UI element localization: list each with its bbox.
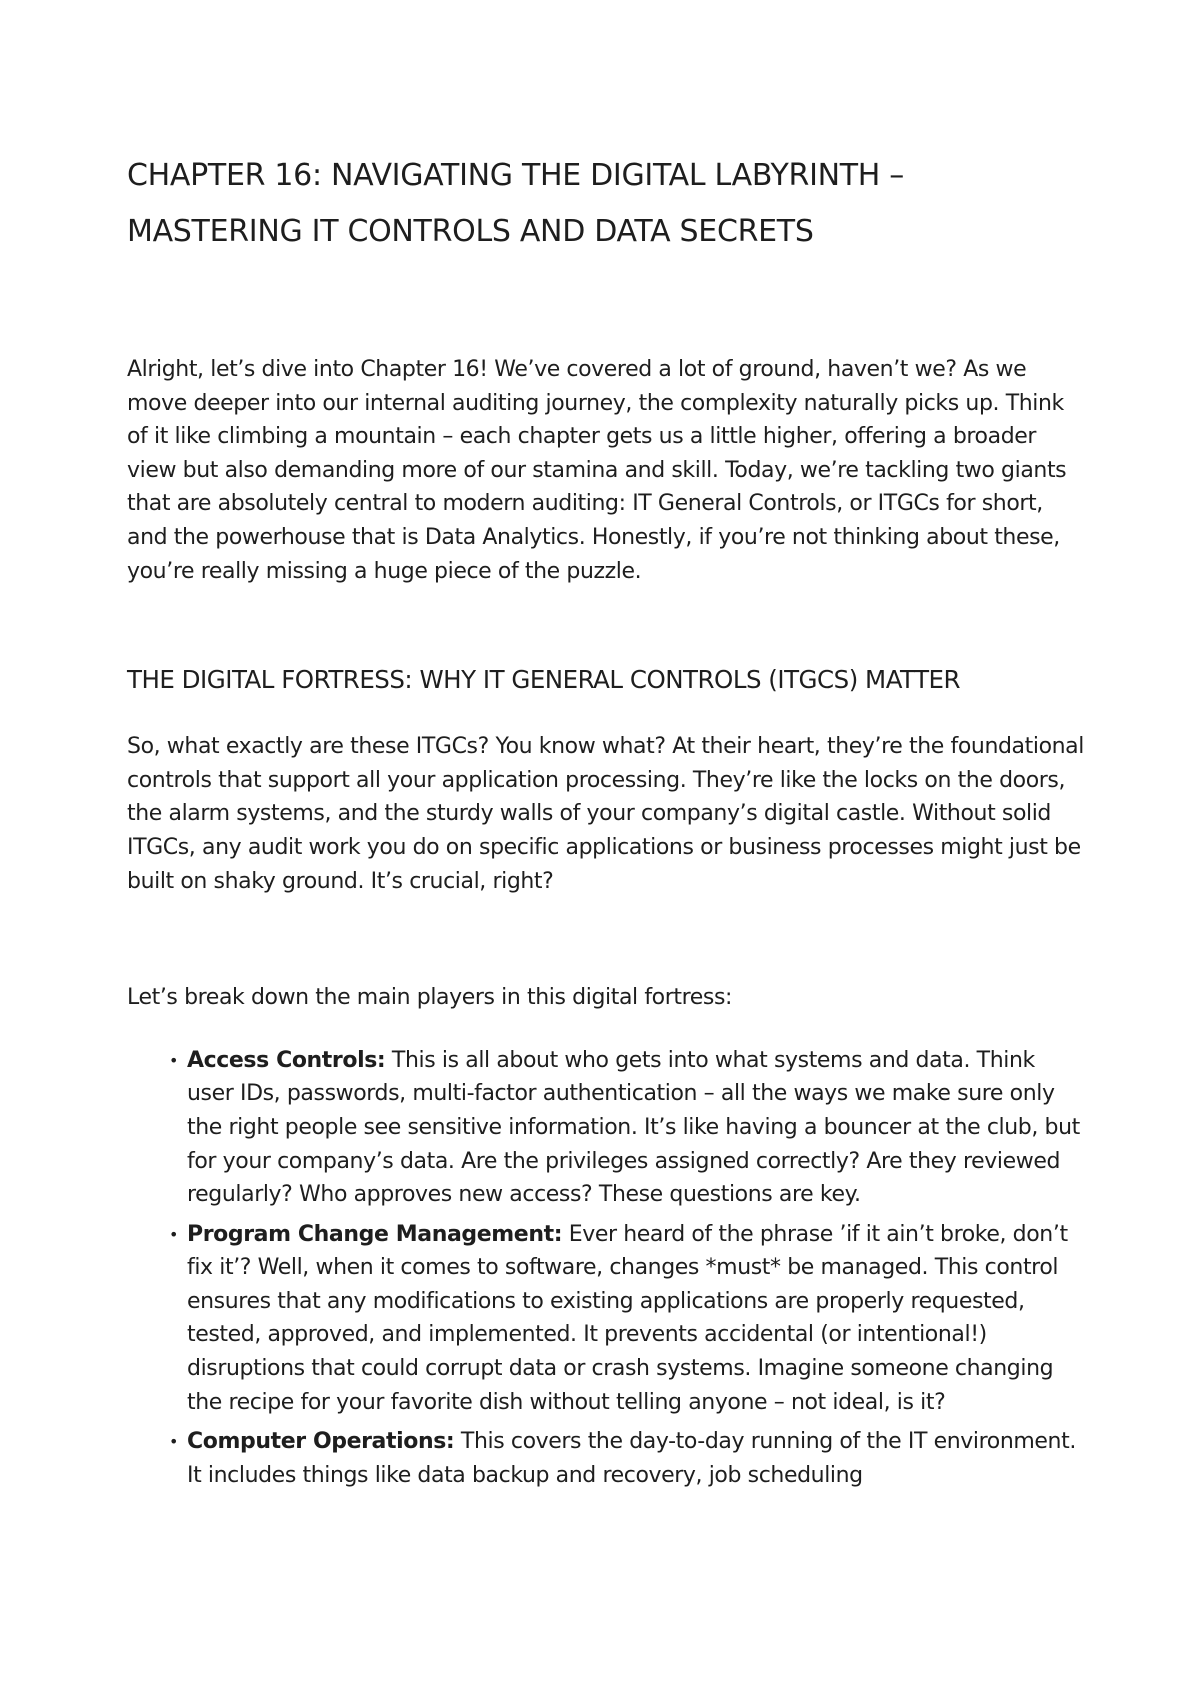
- itgc-paragraph: So, what exactly are these ITGCs? You know what? At their heart, they’re the foundational controls that support all your application processing. They’re like the locks on the doors, the alarm systems, and the sturdy walls of your company’s digital castle. Without solid ITGCs, any audit work you do on specific applications or business processes might just be built on shaky ground. It’s crucial, right?: [127, 734, 1084, 894]
- control-term: Computer Operations:: [187, 1429, 455, 1455]
- chapter-title: CHAPTER 16: NAVIGATING THE DIGITAL LABYRINTH – MASTERING IT CONTROLS AND DATA SECRETS: [127, 158, 904, 249]
- list-item: [127, 1218, 1087, 1420]
- control-term: Program Change Management:: [187, 1221, 563, 1247]
- control-description: This covers the day-to-day running of the IT environment. It includes things like data backup and recovery, job scheduling: [187, 1429, 1076, 1488]
- list-item: [127, 1044, 1087, 1212]
- control-term: Access Controls:: [187, 1047, 386, 1073]
- bullet-icon: •: [169, 1224, 179, 1244]
- bullet-icon: •: [169, 1050, 179, 1070]
- control-description: This is all about who gets into what systems and data. Think user IDs, passwords, multi-factor authentication – all the ways we make sure only the right people see sensitive information. It’s like having a bouncer at the club, but for your company’s data. Are the privileges assigned correctly? Are they reviewed regularly? Who approves new access? These questions are key.: [187, 1047, 1080, 1208]
- controls-list: [127, 1044, 1087, 1493]
- bullet-icon: •: [169, 1432, 179, 1452]
- intro-paragraph: Alright, let’s dive into Chapter 16! We’ve covered a lot of ground, haven’t we? As we move deeper into our internal auditing journey, the complexity naturally picks up. Think of it like climbing a mountain – each chapter gets us a little higher, offering a broader view but also demanding more of our stamina and skill. Today, we’re tackling two giants that are absolutely central to modern auditing: IT General Controls, or ITGCs for short, and the powerhouse that is Data Analytics. Honestly, if you’re not thinking about these, you’re really missing a huge piece of the puzzle.: [127, 357, 1067, 584]
- document-page: [127, 148, 1087, 1498]
- section-heading: THE DIGITAL FORTRESS: WHY IT GENERAL CONTROLS (ITGCS) MATTER: [127, 665, 961, 695]
- list-item: [127, 1425, 1087, 1492]
- control-description: Ever heard of the phrase ’if it ain’t broke, don’t fix it’? Well, when it comes to software, changes *must* be managed. This control ensures that any modifications to existing applications are properly requested, tested, approved, and implemented. It prevents accidental (or intentional!) disruptions that could corrupt data or crash systems. Imagine someone changing the recipe for your favorite dish without telling anyone – not ideal, is it?: [187, 1221, 1068, 1415]
- breakdown-intro: Let’s break down the main players in this digital fortress:: [127, 985, 733, 1011]
